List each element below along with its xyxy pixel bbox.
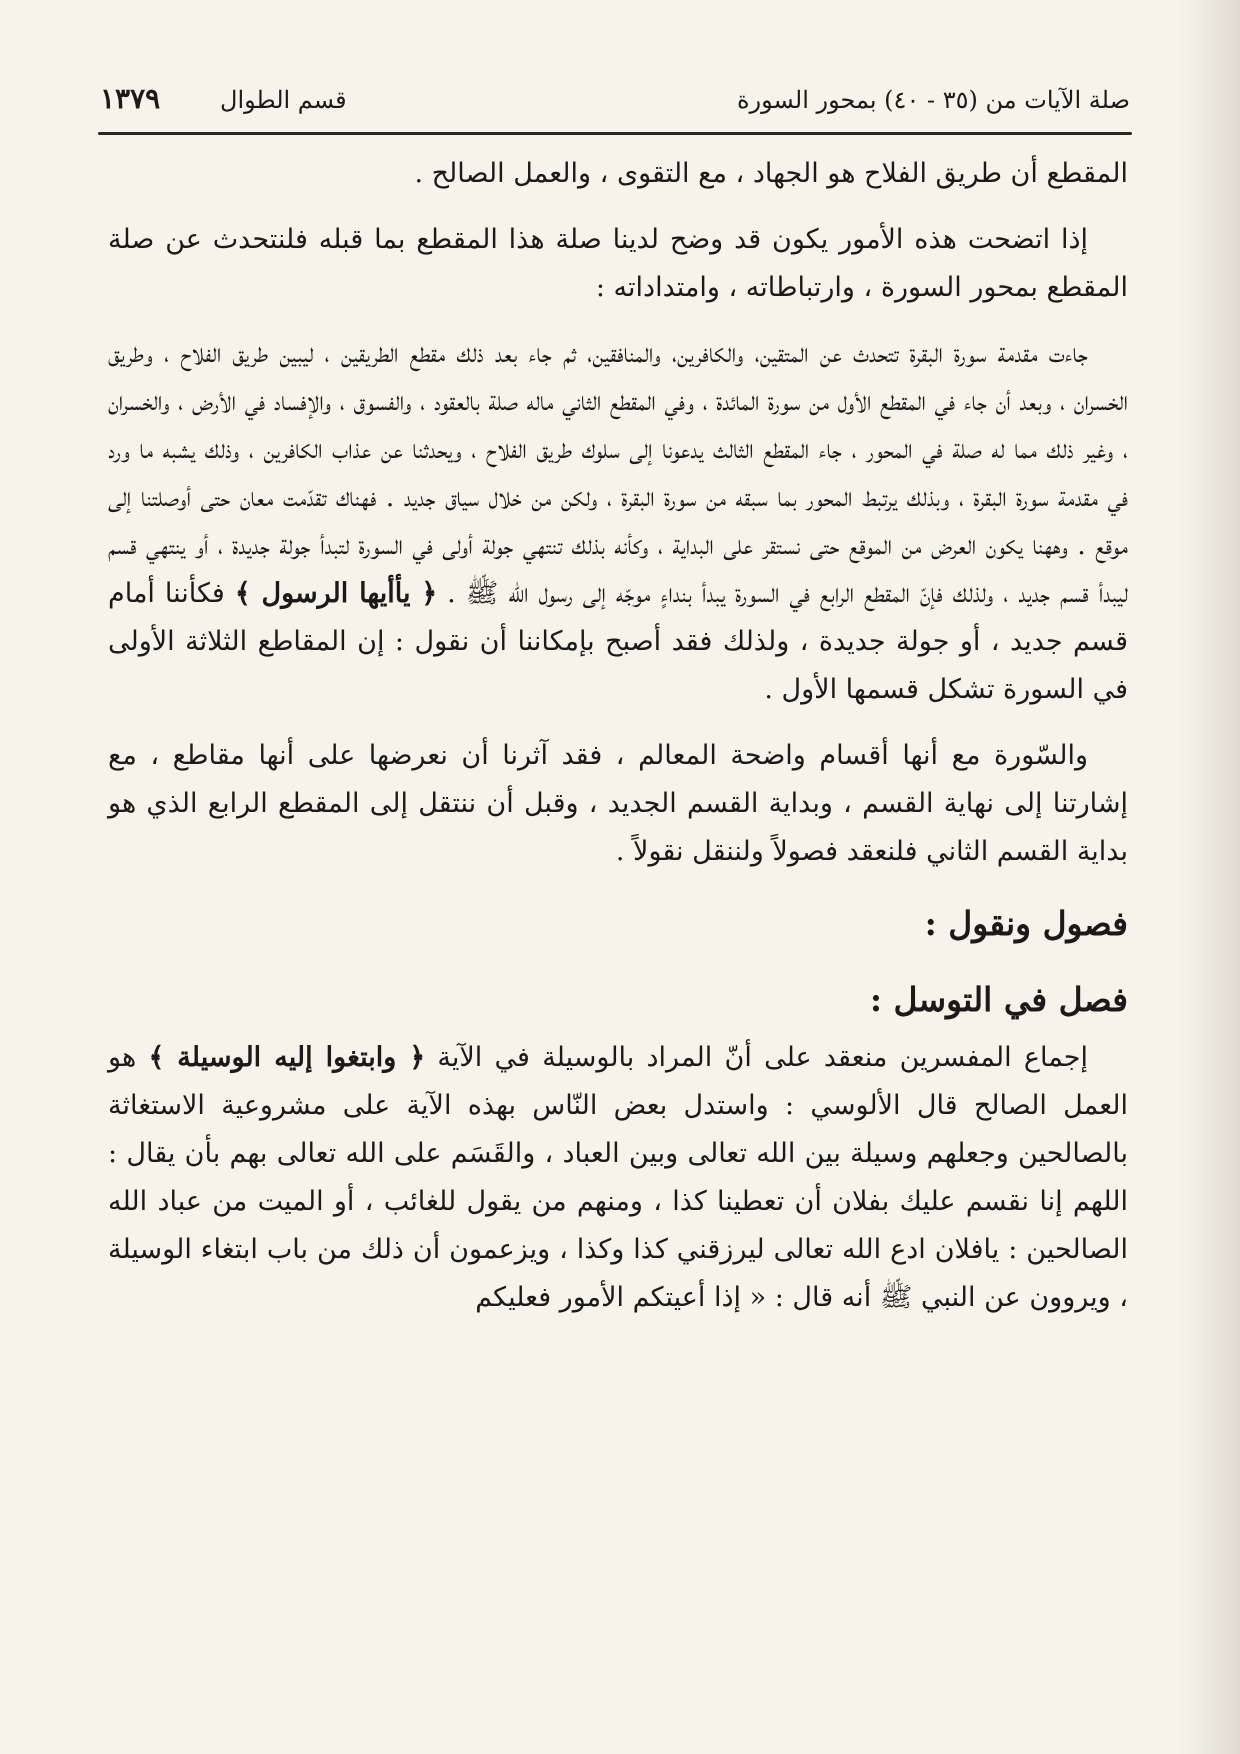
paragraph-4: والسّورة مع أنها أقسام واضحة المعالم ، فقد آثرنا أن نعرضها على أنها مقاطع ، مع إشارتنا إلى نهاية القسم ، وبداية القسم الجديد ، وقبل أن ننتقل إلى المقطع الرابع الذي هو بداية القسم الثاني فلنعقد فصولاً ولننقل نقولاً . <box>108 740 1128 867</box>
quran-quote: ﴿ يأأيها الرسول ﴾ <box>234 578 438 609</box>
running-title: صلة الآيات من (٣٥ - ٤٠) بمحور السورة <box>736 86 1130 114</box>
page-body <box>108 150 1128 1340</box>
paragraph-2: إذا اتضحت هذه الأمور يكون قد وضح لدينا صلة هذا المقطع بما قبله فلنتحدث عن صلة المقطع بمحور السورة ، وارتباطاته ، وامتداداته : <box>108 224 1128 303</box>
paragraph-3 <box>108 330 1128 714</box>
header-rule <box>98 132 1132 135</box>
paragraph-1: المقطع أن طريق الفلاح هو الجهاد ، مع التقوى ، والعمل الصالح . <box>414 158 1128 189</box>
paragraph-3-text-b: فكأننا أمام قسم جديد ، أو جولة جديدة ، ولذلك فقد أصبح بإمكاننا أن نقول : إن المقاطع الثلاثة الأولى في السورة تشكل قسمها الأول . <box>108 578 1128 705</box>
running-header <box>100 82 1130 126</box>
section-name: قسم الطوال <box>220 86 347 114</box>
paragraph-5-text-a: إجماع المفسرين منعقد على أنّ المراد بالوسيلة في الآية <box>437 1042 1088 1073</box>
section-heading: فصول ونقول : <box>924 904 1128 943</box>
quran-quote-2: ﴿ وابتغوا إليه الوسيلة ﴾ <box>148 1042 426 1073</box>
paragraph-5 <box>108 1034 1128 1322</box>
page-number: ١٣٧٩ <box>100 82 161 115</box>
subsection-heading: فصل في التوسل : <box>869 980 1128 1019</box>
paragraph-3-text-a: جاءت مقدمة سورة البقرة تتحدث عن المتقين، والكافرين، والمنافقين، ثم جاء بعد ذلك مقطع الطريقين ، ليبين طريق الفلاح ، وطريق الخسران ، وبعد أن جاء في المقطع الأول من سورة المائدة ، وفي المقطع الثاني ماله صلة بالعقود ، والفسوق ، والإفساد في الأرض ، والخسران ، وغير ذلك مما له صلة في المحور ، جاء المقطع الثالث يدعونا إلى سلوك طريق الفلاح ، ويحدثنا عن عذاب الكافرين ، وذلك يشبه ما ورد في مقدمة سورة البقرة ، وبذلك يرتبط المحور بما سبقه من سورة البقرة ، ولكن من خلال سياق جديد . فهناك تقدّمت معان حتى أوصلتنا إلى موقع . وههنا يكون العرض من الموقع حتى نستقر على البداية ، وكأنه بذلك تنتهي جولة أولى في السورة لتبدأ جولة جديدة ، أو ينتهي قسم ليبدأ قسم جديد ، ولذلك فإنّ المقطع الرابع في السورة يبدأ بنداءٍ موجّه إلى رسول الله ﷺ . <box>108 338 1128 609</box>
page-edge-shadow <box>1180 0 1240 1754</box>
paragraph-5-text-b: هو العمل الصالح قال الألوسي : واستدل بعض النّاس بهذه الآية على مشروعية الاستغاثة بالصالحين وجعلهم وسيلة بين الله تعالى وبين العباد ، والقَسَم على الله تعالى بهم بأن يقال : اللهم إنا نقسم عليك بفلان أن تعطينا كذا ، ومنهم من يقول للغائب ، أو الميت من عباد الله الصالحين : يافلان ادع الله تعالى ليرزقني كذا وكذا ، ويزعمون أن ذلك من باب ابتغاء الوسيلة ، ويروون عن النبي ﷺ أنه قال : « إذا أعيتكم الأمور فعليكم <box>108 1042 1128 1313</box>
